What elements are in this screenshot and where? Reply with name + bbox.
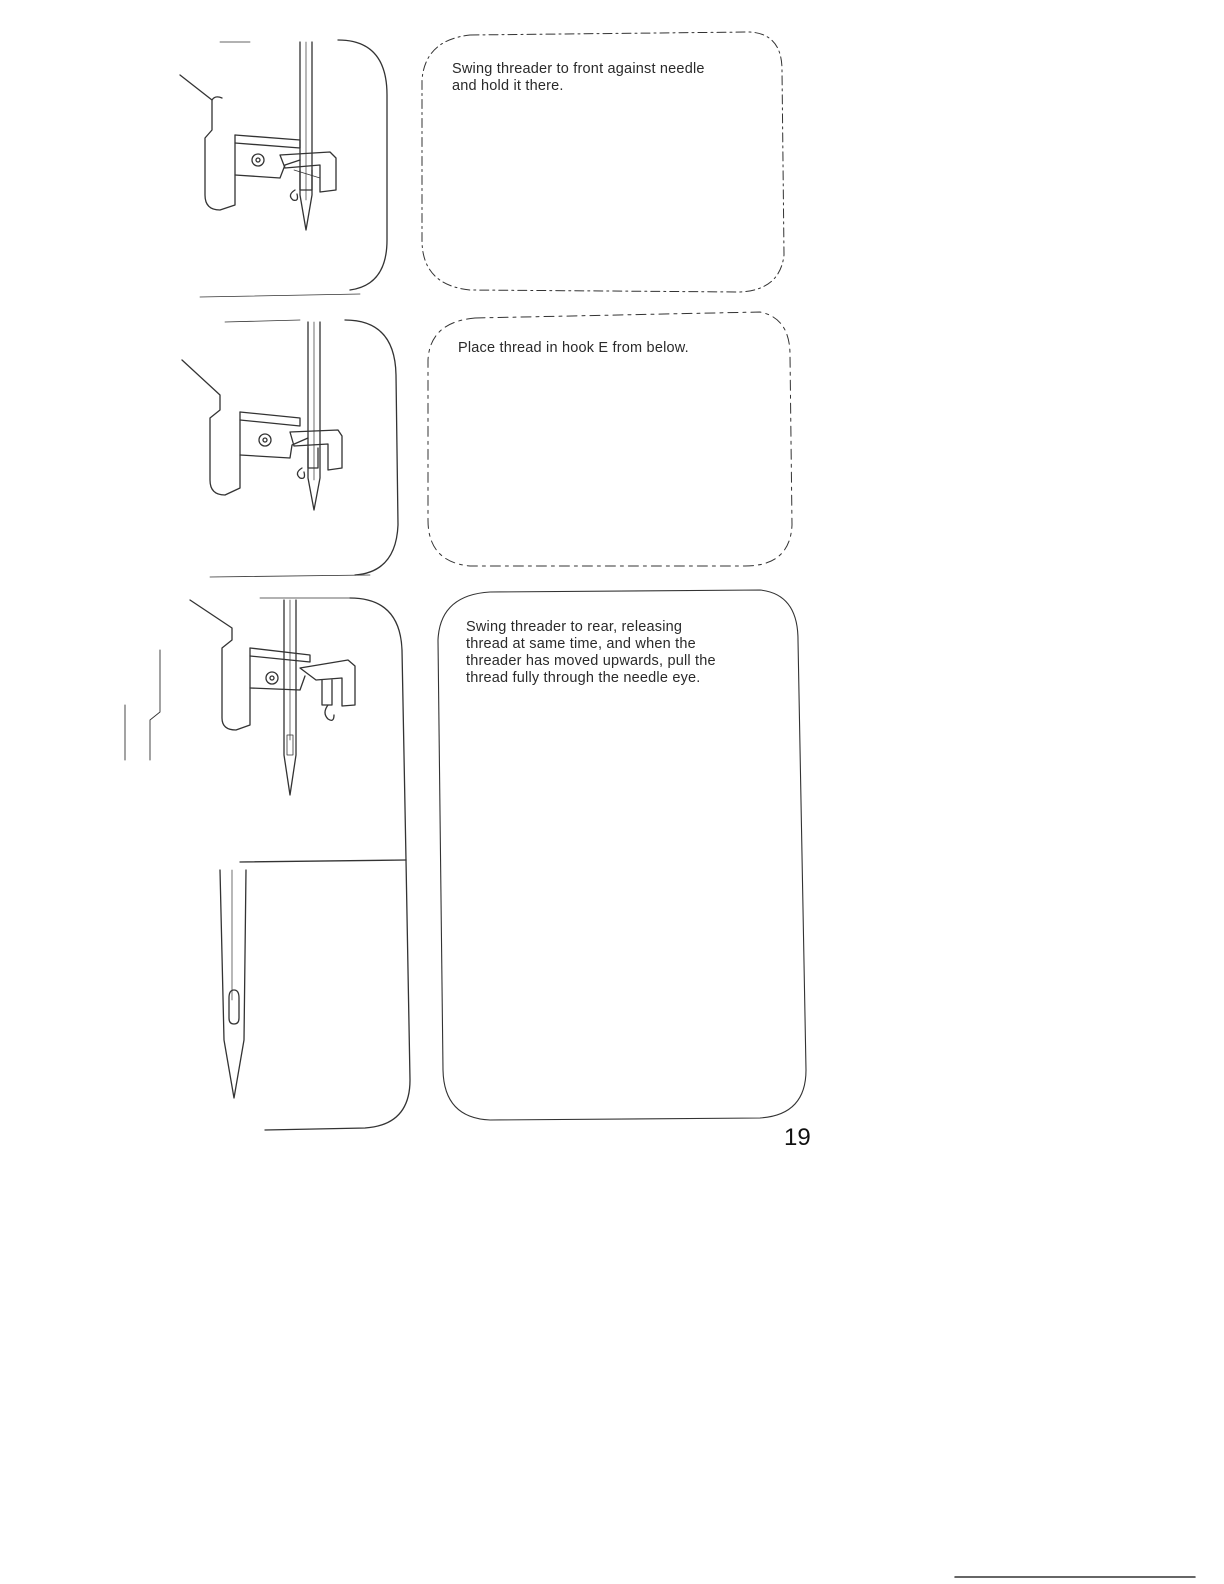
step1-threader-illustration bbox=[180, 42, 336, 230]
step2-threader-illustration bbox=[182, 322, 342, 510]
step3-threader-illustration bbox=[125, 600, 355, 795]
step3-instruction: Swing threader to rear, releasing thread at same time, and when the threader has moved upwards, pull the thread fully through the needle eye. bbox=[466, 619, 716, 686]
needle-eye-closeup-illustration bbox=[220, 870, 246, 1098]
step1-illustration-frame bbox=[200, 40, 387, 297]
step1-instruction: Swing threader to front against needle and hold it there. bbox=[452, 61, 705, 94]
step2-instruction: Place thread in hook E from below. bbox=[458, 340, 689, 356]
page-number: 19 bbox=[784, 1124, 811, 1151]
step2-illustration-frame bbox=[210, 320, 398, 577]
